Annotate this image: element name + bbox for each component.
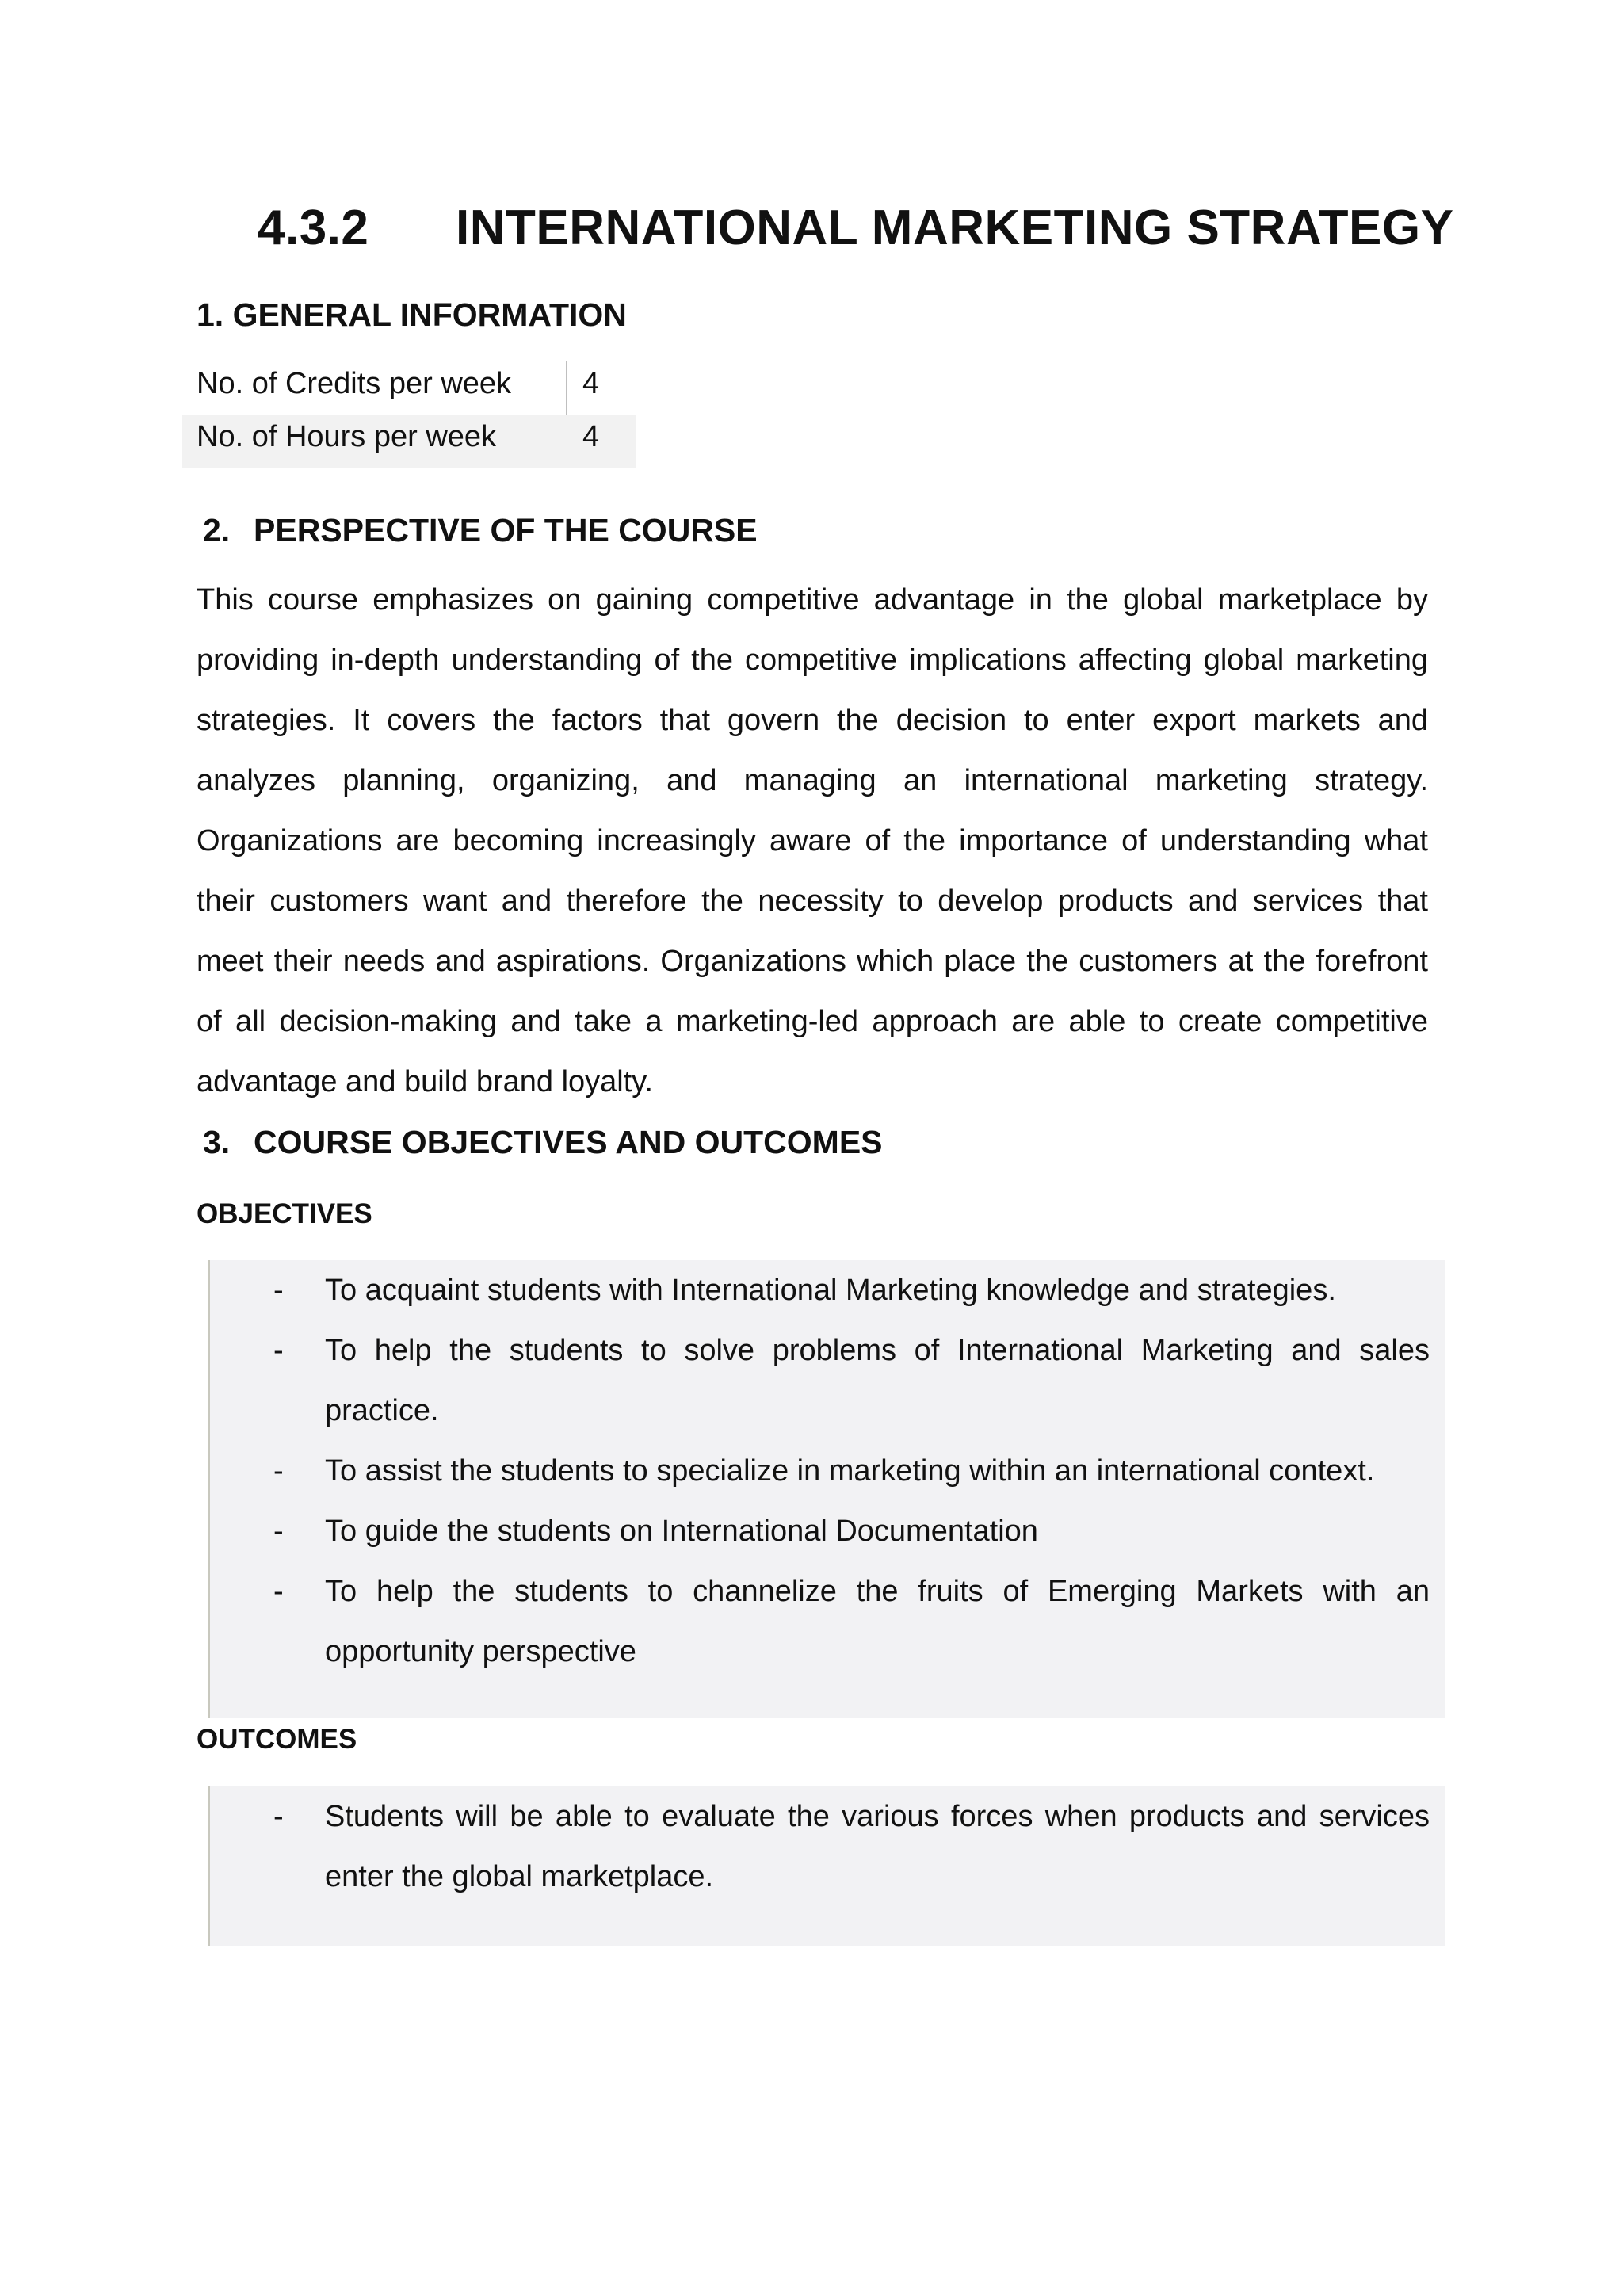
general-information-heading: 1. GENERAL INFORMATION: [197, 296, 627, 333]
bullet-dash: -: [273, 1274, 284, 1307]
objective-text: To help the students to channelize the fruits of Emerging Markets with an opportunity perspective: [325, 1575, 1430, 1668]
objectives-box: [208, 1260, 1445, 1718]
page-title: [258, 200, 1453, 256]
perspective-paragraph: This course emphasizes on gaining competitive advantage in the global marketplace by providing in-depth understanding of the competitive implications affecting global marketing strategies. It covers the factors that govern the decision to enter export markets and analyzes planning, organizing, and managing an international marketing strategy. Organizations are becoming increasingly aware of the importance of understanding what their customers want and therefore the necessity to develop products and services that meet their needs and aspirations. Organizations which place the customers at the forefront of all decision-making and take a marketing-led approach are able to create competitive advantage and build brand loyalty.: [197, 583, 1428, 1098]
bullet-dash: -: [273, 1575, 284, 1608]
bullet-dash: -: [273, 1334, 284, 1367]
title-text: INTERNATIONAL MARKETING STRATEGY: [456, 201, 1454, 255]
general-information-table: [182, 361, 636, 468]
objective-text: To guide the students on International Documentation: [325, 1515, 1038, 1548]
title-number: 4.3.2: [258, 201, 369, 255]
table-row-credits: [182, 361, 636, 415]
bullet-dash: -: [273, 1515, 284, 1548]
credits-value: 4: [582, 367, 600, 400]
outcomes-box: [208, 1786, 1445, 1946]
list-item: [210, 1260, 1445, 1320]
list-item: [210, 1501, 1445, 1561]
objective-text: To help the students to solve problems of International Marketing and sales practice.: [325, 1334, 1430, 1427]
perspective-heading-text: PERSPECTIVE OF THE COURSE: [254, 512, 758, 548]
outcomes-heading: OUTCOMES: [197, 1724, 357, 1755]
hours-label: No. of Hours per week: [197, 420, 497, 453]
objectives-heading: OBJECTIVES: [197, 1198, 372, 1229]
bullet-dash: -: [273, 1454, 284, 1488]
perspective-heading: [203, 512, 758, 549]
hours-value: 4: [582, 420, 600, 453]
objectives-outcomes-heading: [203, 1124, 883, 1161]
perspective-number: 2.: [203, 512, 231, 548]
outcome-text: Students will be able to evaluate the various forces when products and services enter the global marketplace.: [325, 1800, 1430, 1893]
objective-text: To acquaint students with International Marketing knowledge and strategies.: [325, 1274, 1336, 1307]
table-row-hours: [182, 415, 636, 468]
bullet-dash: -: [273, 1800, 284, 1833]
credits-label: No. of Credits per week: [197, 367, 512, 400]
list-item: [210, 1786, 1445, 1907]
list-item: [210, 1441, 1445, 1501]
objectives-outcomes-heading-text: COURSE OBJECTIVES AND OUTCOMES: [254, 1124, 883, 1160]
objective-text: To assist the students to specialize in marketing within an international context.: [325, 1454, 1375, 1488]
objectives-outcomes-number: 3.: [203, 1124, 231, 1160]
list-item: [210, 1320, 1445, 1441]
list-item: [210, 1561, 1445, 1682]
